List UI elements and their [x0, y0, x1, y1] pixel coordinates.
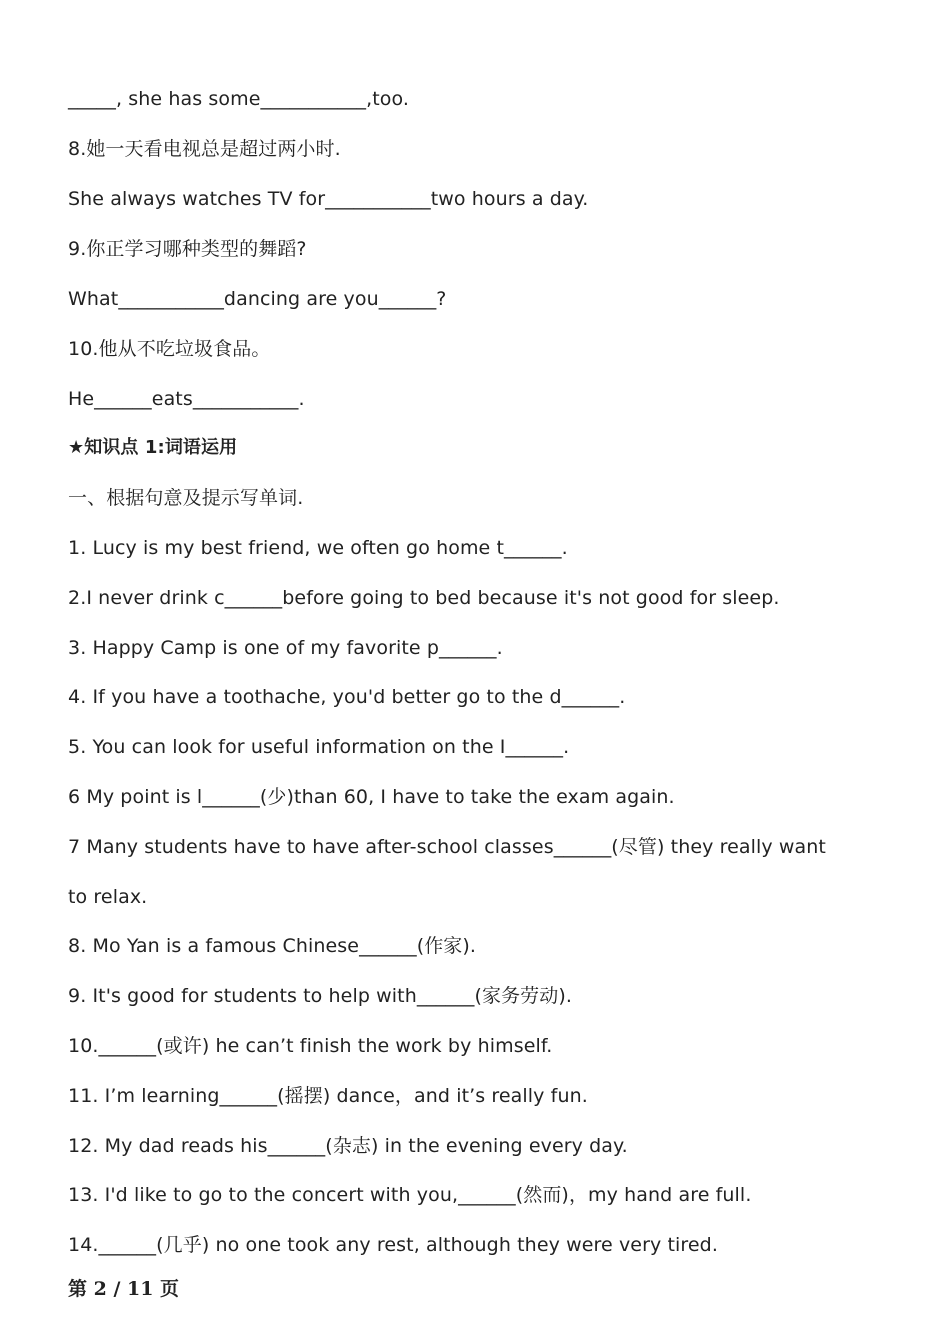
question-line: 3. Happy Camp is one of my favorite p______. [68, 637, 503, 659]
question-line: 13. I'd like to go to the concert with you,______(然而)，my hand are full. [68, 1184, 752, 1206]
question-line: 2.I never drink c______before going to bed because it's not good for sleep. [68, 587, 780, 609]
question-line: 4. If you have a toothache, you'd better go to the d______. [68, 686, 626, 708]
question-line: 1. Lucy is my best friend, we often go home t______. [68, 537, 568, 559]
text-line: 9.你正学习哪种类型的舞蹈? [68, 238, 307, 260]
text-line: _____, she has some___________,too. [68, 88, 410, 110]
page-number-footer: 第 2 / 11 页 [68, 1278, 180, 1300]
question-line: 8. Mo Yan is a famous Chinese______(作家). [68, 935, 477, 957]
instruction-line: 一、根据句意及提示写单词. [68, 487, 304, 509]
question-line: 12. My dad reads his______(杂志) in the evening every day. [68, 1135, 628, 1157]
question-line: 14.______(几乎) no one took any rest, although they were very tired. [68, 1234, 718, 1256]
text-line: She always watches TV for___________two hours a day. [68, 188, 589, 210]
question-line: 10.______(或许) he can’t finish the work by himself. [68, 1035, 553, 1057]
text-line: He______eats___________. [68, 388, 305, 410]
question-line: 5. You can look for useful information on the I______. [68, 736, 570, 758]
question-line: 6 My point is l______(少)than 60, I have to take the exam again. [68, 786, 675, 808]
text-line: What___________dancing are you______? [68, 288, 447, 310]
question-line: 9. It's good for students to help with______(家务劳动). [68, 985, 573, 1007]
question-line: 11. I’m learning______(摇摆) dance，and it’s really fun. [68, 1085, 588, 1107]
section-heading: ★知识点 1:词语运用 [68, 437, 238, 458]
text-line: 10.他从不吃垃圾食品。 [68, 338, 271, 360]
question-line: 7 Many students have to have after-school classes______(尽管) they really want [68, 836, 826, 858]
text-line: 8.她一天看电视总是超过两小时. [68, 138, 341, 160]
question-line-continued: to relax. [68, 886, 148, 908]
